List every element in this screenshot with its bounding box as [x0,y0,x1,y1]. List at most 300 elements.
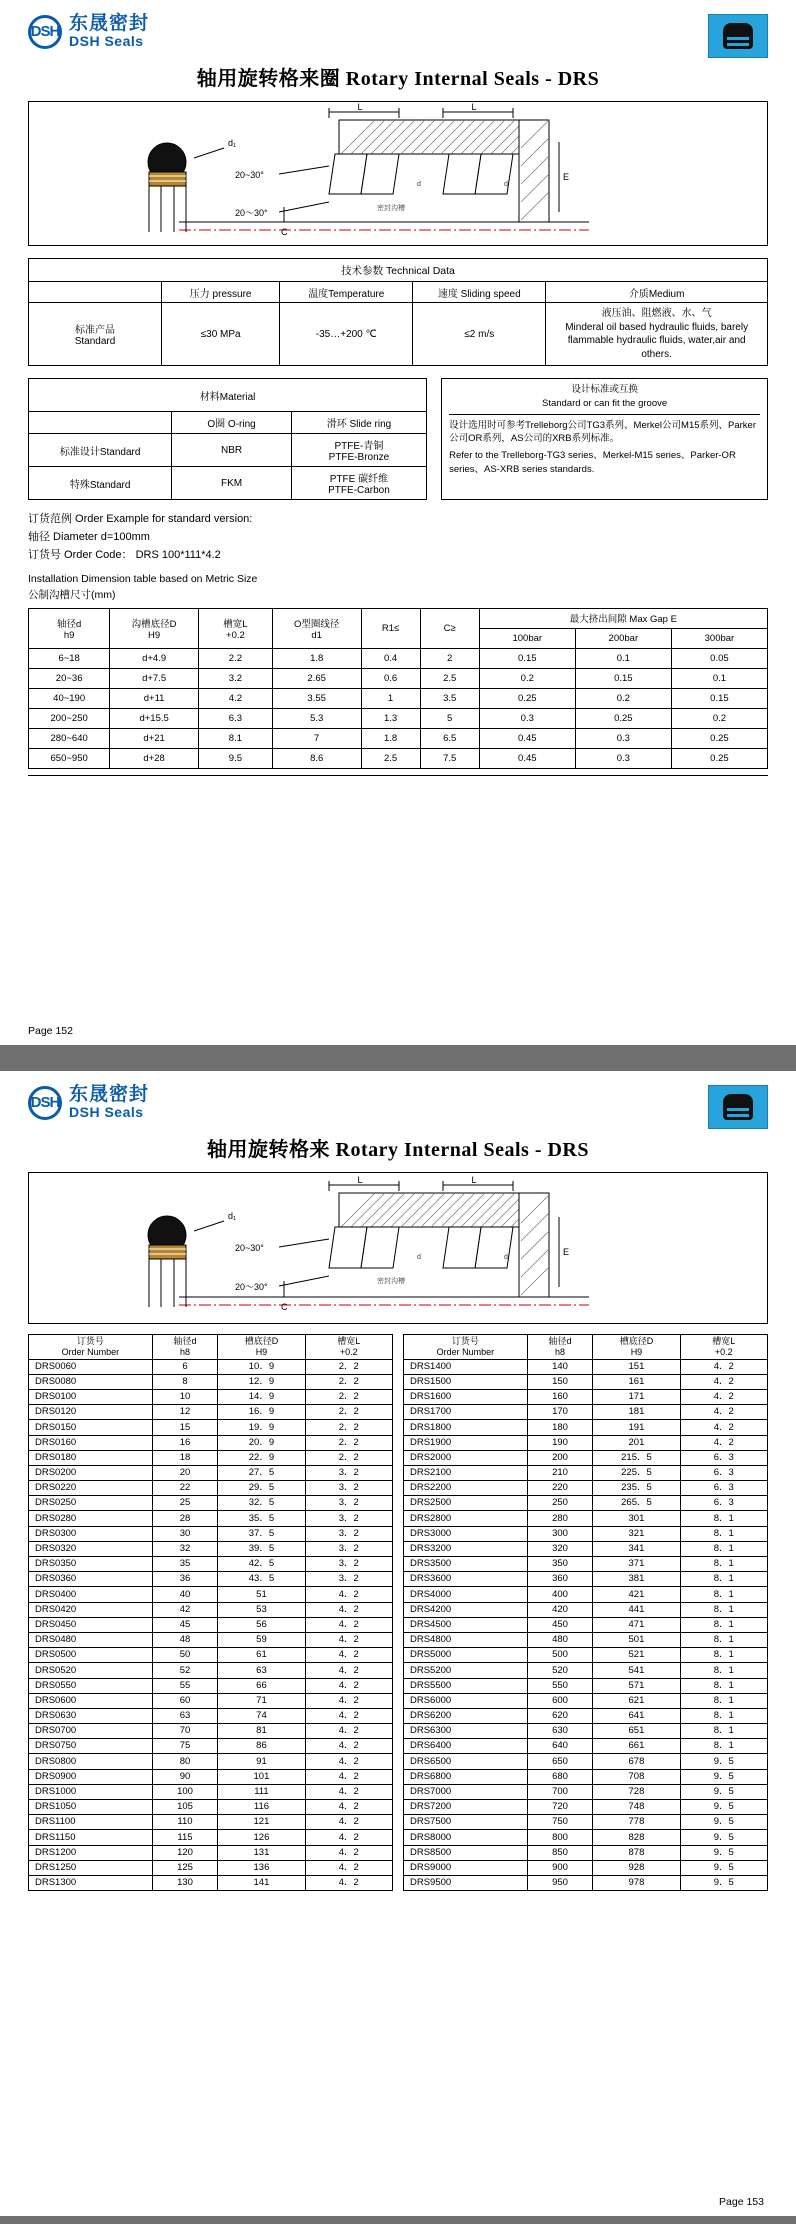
table-cell: 8．1 [680,1602,767,1617]
order-number-cell: DRS0060 [29,1359,153,1374]
table-cell: 9.5 [198,748,272,768]
table-cell: 116 [218,1800,305,1815]
table-cell: 878 [593,1845,680,1860]
table-cell: 4．2 [305,1693,392,1708]
table-row [29,1465,393,1480]
standard-note-body-en: Refer to the Trelleborg-TG3 series、Merkel-M15 series、Parker-OR series、AS-XRB series standards. [449,450,736,475]
order-number-cell: DRS7000 [404,1784,528,1799]
table-cell: 75 [152,1739,218,1754]
order-number-table-right [403,1334,768,1891]
order-number-cell: DRS0520 [29,1663,153,1678]
table-cell: 55 [152,1678,218,1693]
table-cell: 9．5 [680,1769,767,1784]
table-cell: 43．5 [218,1572,305,1587]
table-cell: 0.1 [575,648,671,668]
table-row [404,1708,768,1723]
table-cell: 350 [527,1557,593,1572]
table-cell: 16 [152,1435,218,1450]
table-cell: 4．2 [680,1389,767,1404]
material-header-slide: 滑环 Slide ring [291,412,426,434]
order-number-cell: DRS0350 [29,1557,153,1572]
order-number-cell: DRS1900 [404,1435,528,1450]
table-row [29,748,768,768]
order-number-cell: DRS4000 [404,1587,528,1602]
table-row [29,1359,393,1374]
table-cell: 3．2 [305,1511,392,1526]
tech-speed-value: ≤2 m/s [413,303,546,366]
standard-note-header-cn: 设计标准或互换 [571,384,638,395]
install-note-line1: Installation Dimension table based on Metric Size [28,573,258,586]
table-cell: 900 [527,1860,593,1875]
table-cell: 22．9 [218,1450,305,1465]
table-cell: 171 [593,1389,680,1404]
table-cell: 3．2 [305,1496,392,1511]
table-cell: 520 [527,1663,593,1678]
table-cell: 0.45 [479,728,575,748]
table-cell: 141 [218,1875,305,1890]
table-row [404,1678,768,1693]
tech-header-speed: 速度 Sliding speed [413,282,546,303]
table-cell: 181 [593,1405,680,1420]
table-row [29,1511,393,1526]
table-cell: 115 [152,1830,218,1845]
table-cell: 371 [593,1557,680,1572]
order-number-cell: DRS8500 [404,1845,528,1860]
table-cell: 121 [218,1815,305,1830]
order-number-cell: DRS6300 [404,1724,528,1739]
order-number-right-body [404,1359,768,1891]
table-row [404,1526,768,1541]
table-cell: 131 [218,1845,305,1860]
table-row [29,1800,393,1815]
order-number-cell: DRS6200 [404,1708,528,1723]
order-number-cell: DRS2200 [404,1481,528,1496]
table-cell: 3.2 [198,668,272,688]
brand-name-cn: 东晟密封 [69,13,150,34]
table-cell: 250 [527,1496,593,1511]
material-header-oring: O圈 O-ring [172,412,291,434]
table-cell: 22 [152,1481,218,1496]
table-cell: 0.3 [575,728,671,748]
table-cell: 0.6 [361,668,420,688]
order-number-cell: DRS5200 [404,1663,528,1678]
table-row [404,1724,768,1739]
table-row [29,1435,393,1450]
dim-h-D-l2: H9 [148,629,161,641]
table-cell: 450 [527,1617,593,1632]
table-row [404,1359,768,1374]
table-cell: 9．5 [680,1830,767,1845]
table-cell: 800 [527,1830,593,1845]
table-cell: 136 [218,1860,305,1875]
table-cell: 53 [218,1602,305,1617]
table-row [404,1800,768,1815]
table-cell: 15 [152,1420,218,1435]
table-cell: 9．5 [680,1784,767,1799]
order-number-cell: DRS1050 [29,1800,153,1815]
table-cell: 0.25 [479,688,575,708]
table-cell: 19．9 [218,1420,305,1435]
table-cell: 4．2 [305,1648,392,1663]
ont-l-h1-l2: h8 [180,1346,191,1357]
table-cell: 4．2 [305,1784,392,1799]
table-row [29,1754,393,1769]
table-cell: 36 [152,1572,218,1587]
dim-h-r1: R1≤ [361,608,420,648]
table-cell: 8．1 [680,1617,767,1632]
table-cell: 6．3 [680,1465,767,1480]
table-cell: 5.3 [272,708,361,728]
svg-text:L: L [357,102,363,112]
table-cell: 9．5 [680,1875,767,1890]
table-row [404,1617,768,1632]
order-number-cell: DRS0160 [29,1435,153,1450]
table-row [404,1481,768,1496]
dim-h-d1-l1: O型圈线径 [293,618,340,630]
table-cell: 320 [527,1541,593,1556]
order-number-cell: DRS9500 [404,1875,528,1890]
table-cell: 828 [593,1830,680,1845]
order-number-cell: DRS3500 [404,1557,528,1572]
table-cell: 120 [152,1845,218,1860]
ont-l-h3-l2: +0.2 [339,1346,358,1357]
table-cell: 20 [152,1465,218,1480]
svg-text:L: L [357,1175,363,1185]
table-cell: 2．2 [305,1405,392,1420]
table-cell: 0.3 [575,748,671,768]
order-number-cell: DRS0750 [29,1739,153,1754]
order-number-cell: DRS4800 [404,1632,528,1647]
table-cell: 40 [152,1587,218,1602]
table-row [404,1602,768,1617]
table-cell: 280~640 [29,728,110,748]
ont-r-h3-l1: 槽宽L [712,1336,736,1346]
table-cell: 750 [527,1815,593,1830]
order-number-cell: DRS6500 [404,1754,528,1769]
table-row [29,1693,393,1708]
table-cell: 4．2 [680,1374,767,1389]
table-row [29,1708,393,1723]
tech-caption: 技术参数 Technical Data [29,259,768,282]
table-cell: 2．2 [305,1450,392,1465]
table-row [29,1830,393,1845]
table-row [29,728,768,748]
table-cell: 90 [152,1769,218,1784]
table-cell: 4．2 [305,1754,392,1769]
svg-text:C: C [281,1302,288,1312]
material-table [28,378,427,500]
table-cell: 651 [593,1724,680,1739]
table-cell: 51 [218,1587,305,1602]
tech-medium-value [546,303,768,366]
page-number-153: Page 153 [719,2196,764,2208]
tech-row-label-cn: 标准产品 [75,325,115,336]
table-cell: 4．2 [305,1815,392,1830]
table-cell: 215．5 [593,1450,680,1465]
table-row [29,1541,393,1556]
table-cell: 91 [218,1754,305,1769]
table-row [29,1374,393,1389]
table-row [29,1784,393,1799]
table-row [404,1769,768,1784]
table-cell: 42 [152,1602,218,1617]
order-number-cell: DRS0250 [29,1496,153,1511]
material-row-standard-label: 标准设计Standard [29,434,172,467]
dim-h-L-l2: +0.2 [226,629,245,641]
order-number-cell: DRS4200 [404,1602,528,1617]
table-row [29,1769,393,1784]
table-cell: 2.5 [361,748,420,768]
table-cell: 0.05 [671,648,767,668]
table-cell: 10．9 [218,1359,305,1374]
order-number-cell: DRS6000 [404,1693,528,1708]
dim-h-D-l1: 沟槽底径D [131,618,177,630]
order-number-cell: DRS1800 [404,1420,528,1435]
table-cell: 420 [527,1602,593,1617]
table-cell: 641 [593,1708,680,1723]
table-cell: 4．2 [680,1405,767,1420]
table-cell: 321 [593,1526,680,1541]
table-cell: 8．1 [680,1678,767,1693]
technical-data-section [28,258,768,366]
table-cell: 6.3 [198,708,272,728]
table-cell: 180 [527,1420,593,1435]
table-cell: 0.25 [671,728,767,748]
order-number-cell: DRS5500 [404,1678,528,1693]
order-number-cell: DRS0180 [29,1450,153,1465]
svg-text:密封沟槽: 密封沟槽 [377,205,405,212]
table-cell: 3．2 [305,1526,392,1541]
order-number-cell: DRS3600 [404,1572,528,1587]
order-number-cell: DRS0550 [29,1678,153,1693]
table-cell: 40~190 [29,688,110,708]
table-cell: 3．2 [305,1465,392,1480]
order-number-cell: DRS0500 [29,1648,153,1663]
table-cell: 928 [593,1860,680,1875]
tech-header-medium: 介质Medium [546,282,768,303]
table-row [404,1632,768,1647]
table-cell: 200 [527,1450,593,1465]
table-row [29,1632,393,1647]
table-cell: 18 [152,1450,218,1465]
table-row [404,1648,768,1663]
catalog-page-153 [0,1071,796,2216]
tech-row-label [29,303,162,366]
table-cell: d+11 [110,688,199,708]
standard-note-header-en: Standard or can fit the groove [541,397,668,409]
table-cell: 9．5 [680,1754,767,1769]
table-cell: 30 [152,1526,218,1541]
table-cell: 4．2 [305,1860,392,1875]
table-row [404,1435,768,1450]
table-cell: 5 [420,708,479,728]
table-cell: 1.8 [361,728,420,748]
table-cell: 421 [593,1587,680,1602]
dimension-table [28,608,768,769]
order-number-cell: DRS9000 [404,1860,528,1875]
order-number-cell: DRS1250 [29,1860,153,1875]
table-cell: 4．2 [305,1875,392,1890]
table-cell: 728 [593,1784,680,1799]
table-row [404,1450,768,1465]
ont-l-h0-l2: Order Number [61,1346,120,1357]
table-cell: 4．2 [680,1359,767,1374]
table-cell: 210 [527,1465,593,1480]
table-cell: 6 [152,1359,218,1374]
order-number-cell: DRS4500 [404,1617,528,1632]
ont-r-h1-l2: h8 [555,1346,566,1357]
table-cell: 720 [527,1800,593,1815]
table-cell: 0.2 [575,688,671,708]
table-cell: 0.25 [671,748,767,768]
table-row [404,1572,768,1587]
table-cell: 48 [152,1632,218,1647]
table-cell: 0.2 [479,668,575,688]
page-title: 轴用旋转格来圈 Rotary Internal Seals - DRS [196,68,600,90]
ont-l-h1-l1: 轴径d [173,1336,197,1346]
table-cell: 650~950 [29,748,110,768]
table-cell: 471 [593,1617,680,1632]
table-cell: 28 [152,1511,218,1526]
table-cell: 0.1 [671,668,767,688]
order-number-tables [28,1334,768,1891]
table-row [404,1496,768,1511]
table-cell: 600 [527,1693,593,1708]
table-cell: 8．1 [680,1572,767,1587]
ont-r-h0-l1: 订货号 [451,1336,479,1346]
order-number-cell: DRS0600 [29,1693,153,1708]
order-number-cell: DRS0800 [29,1754,153,1769]
technical-drawing-1 [28,101,768,246]
table-cell: 81 [218,1724,305,1739]
svg-text:C: C [281,227,288,237]
table-cell: 360 [527,1572,593,1587]
dimension-table-body [29,648,768,768]
order-number-cell: DRS1400 [404,1359,528,1374]
table-cell: 8．1 [680,1587,767,1602]
table-row [29,1860,393,1875]
order-number-cell: DRS3200 [404,1541,528,1556]
svg-text:L: L [471,102,477,112]
table-cell: 12．9 [218,1374,305,1389]
table-cell: 640 [527,1739,593,1754]
dim-h-d-l2: h9 [63,629,75,641]
table-row [404,1815,768,1830]
product-photo-thumbnail [708,14,768,58]
table-cell: 850 [527,1845,593,1860]
table-row [29,668,768,688]
install-note-line2: 公制沟槽尺寸(mm) [28,589,116,602]
order-number-cell: DRS0700 [29,1724,153,1739]
product-photo-thumbnail-2 [708,1085,768,1129]
table-cell: 2．2 [305,1374,392,1389]
order-number-cell: DRS0200 [29,1465,153,1480]
table-cell: d+28 [110,748,199,768]
table-cell: 8．1 [680,1739,767,1754]
table-cell: 571 [593,1678,680,1693]
order-number-cell: DRS0120 [29,1405,153,1420]
order-number-cell: DRS0320 [29,1541,153,1556]
brand-logo-2 [28,1085,149,1121]
table-cell: 3．2 [305,1572,392,1587]
table-cell: 66 [218,1678,305,1693]
svg-text:20~30°: 20~30° [235,1243,264,1253]
brand-name-en: DSH Seals [69,33,144,49]
order-number-cell: DRS6800 [404,1769,528,1784]
table-cell: 550 [527,1678,593,1693]
material-slide-1-l2: PTFE-Carbon [328,485,390,496]
table-cell: 8 [152,1374,218,1389]
table-row [29,708,768,728]
table-row [29,1617,393,1632]
table-cell: 4．2 [305,1724,392,1739]
table-cell: d+21 [110,728,199,748]
table-cell: 678 [593,1754,680,1769]
order-number-cell: DRS0300 [29,1526,153,1541]
tech-medium-en: Minderal oil based hydraulic fluids, barely flammable hydraulic fluids, water,air and others. [565,321,749,360]
material-caption: 材料Material [29,379,427,412]
table-row [29,1450,393,1465]
table-cell: 4．2 [305,1602,392,1617]
ont-l-h3-l1: 槽宽L [337,1336,361,1346]
ont-r-h3-l2: +0.2 [714,1346,733,1357]
order-number-cell: DRS7500 [404,1815,528,1830]
table-cell: 4．2 [305,1769,392,1784]
table-cell: d+7.5 [110,668,199,688]
table-cell: 32．5 [218,1496,305,1511]
table-cell: 80 [152,1754,218,1769]
tech-header-temperature: 温度Temperature [280,282,413,303]
standard-note-body-cn: 设计选用时可参考Trelleborg公司TG3系列、Merkel公司M15系列、Parker公司OR系列，AS公司的XRB系列标准。 [449,419,756,445]
order-number-cell: DRS7200 [404,1800,528,1815]
order-number-cell: DRS1150 [29,1830,153,1845]
table-cell: 63 [218,1663,305,1678]
table-cell: 4．2 [305,1845,392,1860]
table-cell: 4．2 [305,1800,392,1815]
order-number-cell: DRS2500 [404,1496,528,1511]
table-row [29,1815,393,1830]
table-cell: 125 [152,1860,218,1875]
seal-ring-illustration [723,1094,753,1120]
order-number-cell: DRS2000 [404,1450,528,1465]
table-cell: 400 [527,1587,593,1602]
table-cell: 280 [527,1511,593,1526]
table-cell: 3.55 [272,688,361,708]
table-cell: 1 [361,688,420,708]
table-row [404,1541,768,1556]
table-row [29,688,768,708]
svg-text:20～30°: 20～30° [235,1282,268,1292]
table-row [404,1557,768,1572]
table-cell: 14．9 [218,1389,305,1404]
order-number-cell: DRS0480 [29,1632,153,1647]
table-cell: 170 [527,1405,593,1420]
table-cell: 27．5 [218,1465,305,1480]
table-cell: 708 [593,1769,680,1784]
table-cell: 978 [593,1875,680,1890]
table-cell: 0.15 [479,648,575,668]
table-cell: 4．2 [305,1617,392,1632]
order-number-cell: DRS0360 [29,1572,153,1587]
table-cell: 3．2 [305,1481,392,1496]
table-cell: 8.1 [198,728,272,748]
table-cell: 8.6 [272,748,361,768]
footer-rule [28,775,768,776]
table-cell: 6．3 [680,1481,767,1496]
ont-r-h2-l1: 槽底径D [619,1336,654,1346]
material-slide-1-l1: PTFE 碳纤维 [329,474,389,485]
table-cell: 0.25 [575,708,671,728]
